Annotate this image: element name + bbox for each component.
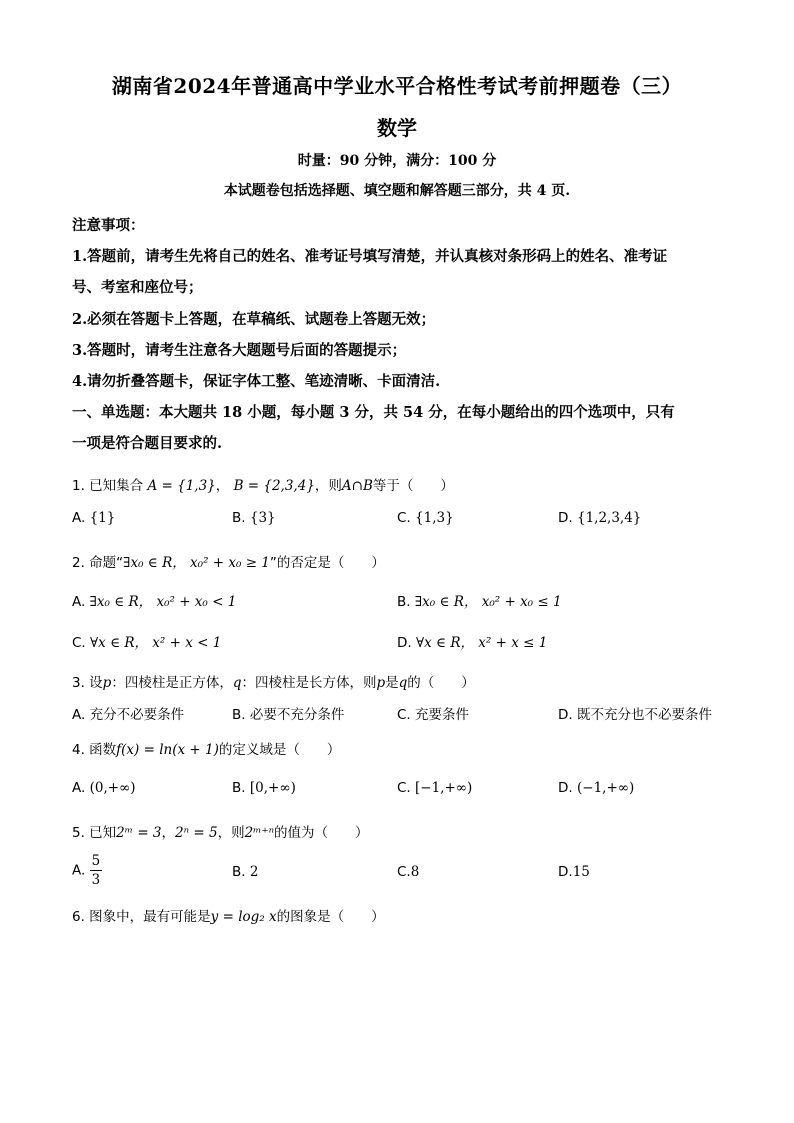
q5-expr-2: 2ⁿ = 5 — [175, 825, 218, 841]
option-value: 8 — [410, 864, 420, 880]
option-label: A. — [72, 707, 86, 723]
q4-option-a — [72, 780, 136, 796]
q3-var-p: p — [376, 675, 386, 691]
q3-var-q: q — [398, 675, 408, 691]
q1-prefix: 1. 已知集合 — [72, 478, 144, 494]
q5-option-b — [232, 864, 258, 880]
q1-set-b: B = {2,3,4} — [233, 478, 315, 494]
option-value: (−1,+∞) — [576, 780, 635, 796]
q1-option-d — [558, 510, 641, 526]
q5-option-c — [397, 864, 419, 880]
q2-option-d — [397, 631, 547, 651]
q1-mid: ，则 — [314, 478, 342, 494]
q3-var-q: q — [232, 675, 242, 691]
q3-text: ：四棱柱是正方体， — [111, 675, 233, 691]
option-label: C. — [397, 510, 411, 526]
q5-sep: ， — [161, 825, 176, 841]
option-value: 必要不充分条件 — [249, 707, 345, 723]
q2-prefix: 2. 命题“ — [72, 555, 124, 571]
q6-expr: y = log₂ x — [210, 909, 277, 925]
option-label: C. — [397, 707, 411, 723]
q2-option-b — [397, 590, 562, 610]
option-label: B. — [397, 594, 411, 610]
fraction-denominator: 3 — [91, 872, 101, 888]
option-label: B. — [232, 510, 246, 526]
question-6 — [72, 905, 385, 925]
notice-heading: 注意事项： — [72, 217, 145, 234]
q3-text: 3. 设 — [72, 675, 103, 691]
option-value: [−1,+∞) — [415, 780, 473, 796]
option-value: ∃x₀ ∈ R， x₀² + x₀ < 1 — [89, 594, 237, 610]
q6-suffix: 的图象是（ ） — [276, 909, 385, 925]
q5-expr-3: 2ᵐ⁺ⁿ — [244, 825, 275, 841]
q1-suffix: 等于（ ） — [372, 478, 454, 494]
option-label: C. — [397, 864, 411, 880]
option-value: {3} — [249, 510, 276, 526]
q1-option-a — [72, 510, 115, 526]
option-value: ∃x₀ ∈ R， x₀² + x₀ ≤ 1 — [414, 594, 562, 610]
option-label: A. — [72, 862, 86, 879]
q5-suffix: 的值为（ ） — [274, 825, 369, 841]
q1-option-c — [397, 510, 454, 526]
q5-expr-1: 2ᵐ = 3 — [116, 825, 162, 841]
notice-item-2: 2.必须在答题卡上答题，在草稿纸、试题卷上答题无效； — [72, 311, 436, 328]
q5-option-d — [558, 864, 590, 880]
q3-option-c — [397, 703, 469, 723]
option-label: A. — [72, 780, 86, 796]
option-value: 既不充分也不必要条件 — [576, 707, 712, 723]
q1-set-a: A = {1,3} — [147, 478, 216, 494]
q4-expr: f(x) = ln(x + 1) — [116, 742, 219, 758]
subject-title: 数学 — [377, 116, 417, 140]
question-2 — [72, 551, 385, 571]
q3-var-p: p — [102, 675, 112, 691]
notice-item-3: 3.答题时，请考生注意各大题题号后面的答题提示； — [72, 342, 407, 359]
section-1-line-2: 一项是符合题目要求的. — [72, 435, 223, 452]
q4-option-c — [397, 780, 472, 796]
option-value: {1,3} — [415, 510, 454, 526]
fraction-numerator: 5 — [91, 853, 101, 869]
q3-text: ：四棱柱是长方体，则 — [241, 675, 377, 691]
section-1-line-1: 一、单选题：本大题共 18 小题，每小题 3 分，共 54 分，在每小题给出的四个选项中，只有 — [72, 404, 675, 421]
option-label: C. — [72, 635, 86, 651]
question-1 — [72, 474, 454, 494]
question-5 — [72, 821, 369, 841]
option-value: ∀x ∈ R， x² + x ≤ 1 — [415, 635, 548, 651]
notice-item-4: 4.请勿折叠答题卡，保证字体工整、笔迹清晰、卡面清洁. — [72, 373, 441, 390]
option-label: D. — [558, 780, 573, 796]
option-value: {1,2,3,4} — [576, 510, 642, 526]
option-value: 15 — [572, 864, 590, 880]
q3-text: 的（ ） — [407, 675, 475, 691]
q2-statement: ∃x₀ ∈ R， x₀² + x₀ ≥ 1 — [123, 555, 270, 571]
q4-suffix: 的定义域是（ ） — [218, 742, 341, 758]
q4-prefix: 4. 函数 — [72, 742, 117, 758]
q6-prefix: 6. 图象中，最有可能是 — [72, 909, 211, 925]
option-value: 充要条件 — [415, 707, 470, 723]
q5-prefix: 5. 已知 — [72, 825, 117, 841]
option-label: D. — [558, 510, 573, 526]
option-label: D. — [558, 707, 573, 723]
option-value: ∀x ∈ R， x² + x < 1 — [90, 635, 222, 651]
q4-option-b — [232, 780, 296, 796]
option-label: C. — [397, 780, 411, 796]
option-fraction — [90, 852, 103, 889]
option-label: B. — [232, 864, 246, 880]
q3-option-b — [232, 703, 344, 723]
scope-info: 本试题卷包括选择题、填空题和解答题三部分，共 4 页. — [223, 183, 571, 199]
notice-item-1-line-2: 号、考室和座位号； — [72, 279, 203, 296]
q5-mid: ，则 — [217, 825, 245, 841]
q3-option-a — [72, 703, 184, 723]
q1-expr: A∩B — [341, 478, 373, 494]
option-label: D. — [397, 635, 412, 651]
option-label: D. — [558, 864, 573, 880]
q1-comma: ， — [215, 478, 230, 494]
option-label: B. — [232, 707, 246, 723]
option-value: {1} — [89, 510, 116, 526]
option-value: 2 — [249, 864, 259, 880]
q5-option-a — [72, 852, 102, 889]
option-value: (0,+∞) — [89, 780, 136, 796]
option-label: A. — [72, 594, 86, 610]
option-label: B. — [232, 780, 246, 796]
question-3 — [72, 671, 475, 691]
q3-option-d — [558, 703, 712, 723]
q3-text: 是 — [385, 675, 399, 691]
q4-option-d — [558, 780, 634, 796]
q2-option-a — [72, 590, 236, 610]
option-value: [0,+∞) — [249, 780, 296, 796]
question-4 — [72, 738, 340, 758]
q1-option-b — [232, 510, 276, 526]
q2-option-c — [72, 631, 221, 651]
exam-title: 湖南省2024年普通高中学业水平合格性考试考前押题卷（三） — [111, 74, 683, 98]
option-label: A. — [72, 510, 86, 526]
q2-suffix: ”的否定是（ ） — [269, 555, 385, 571]
time-info: 时量：90 分钟，满分：100 分 — [297, 153, 497, 169]
option-value: 充分不必要条件 — [89, 707, 185, 723]
notice-item-1-line-1: 1.答题前，请考生先将自己的姓名、准考证号填写清楚，并认真核对条形码上的姓名、准考证 — [72, 248, 668, 265]
